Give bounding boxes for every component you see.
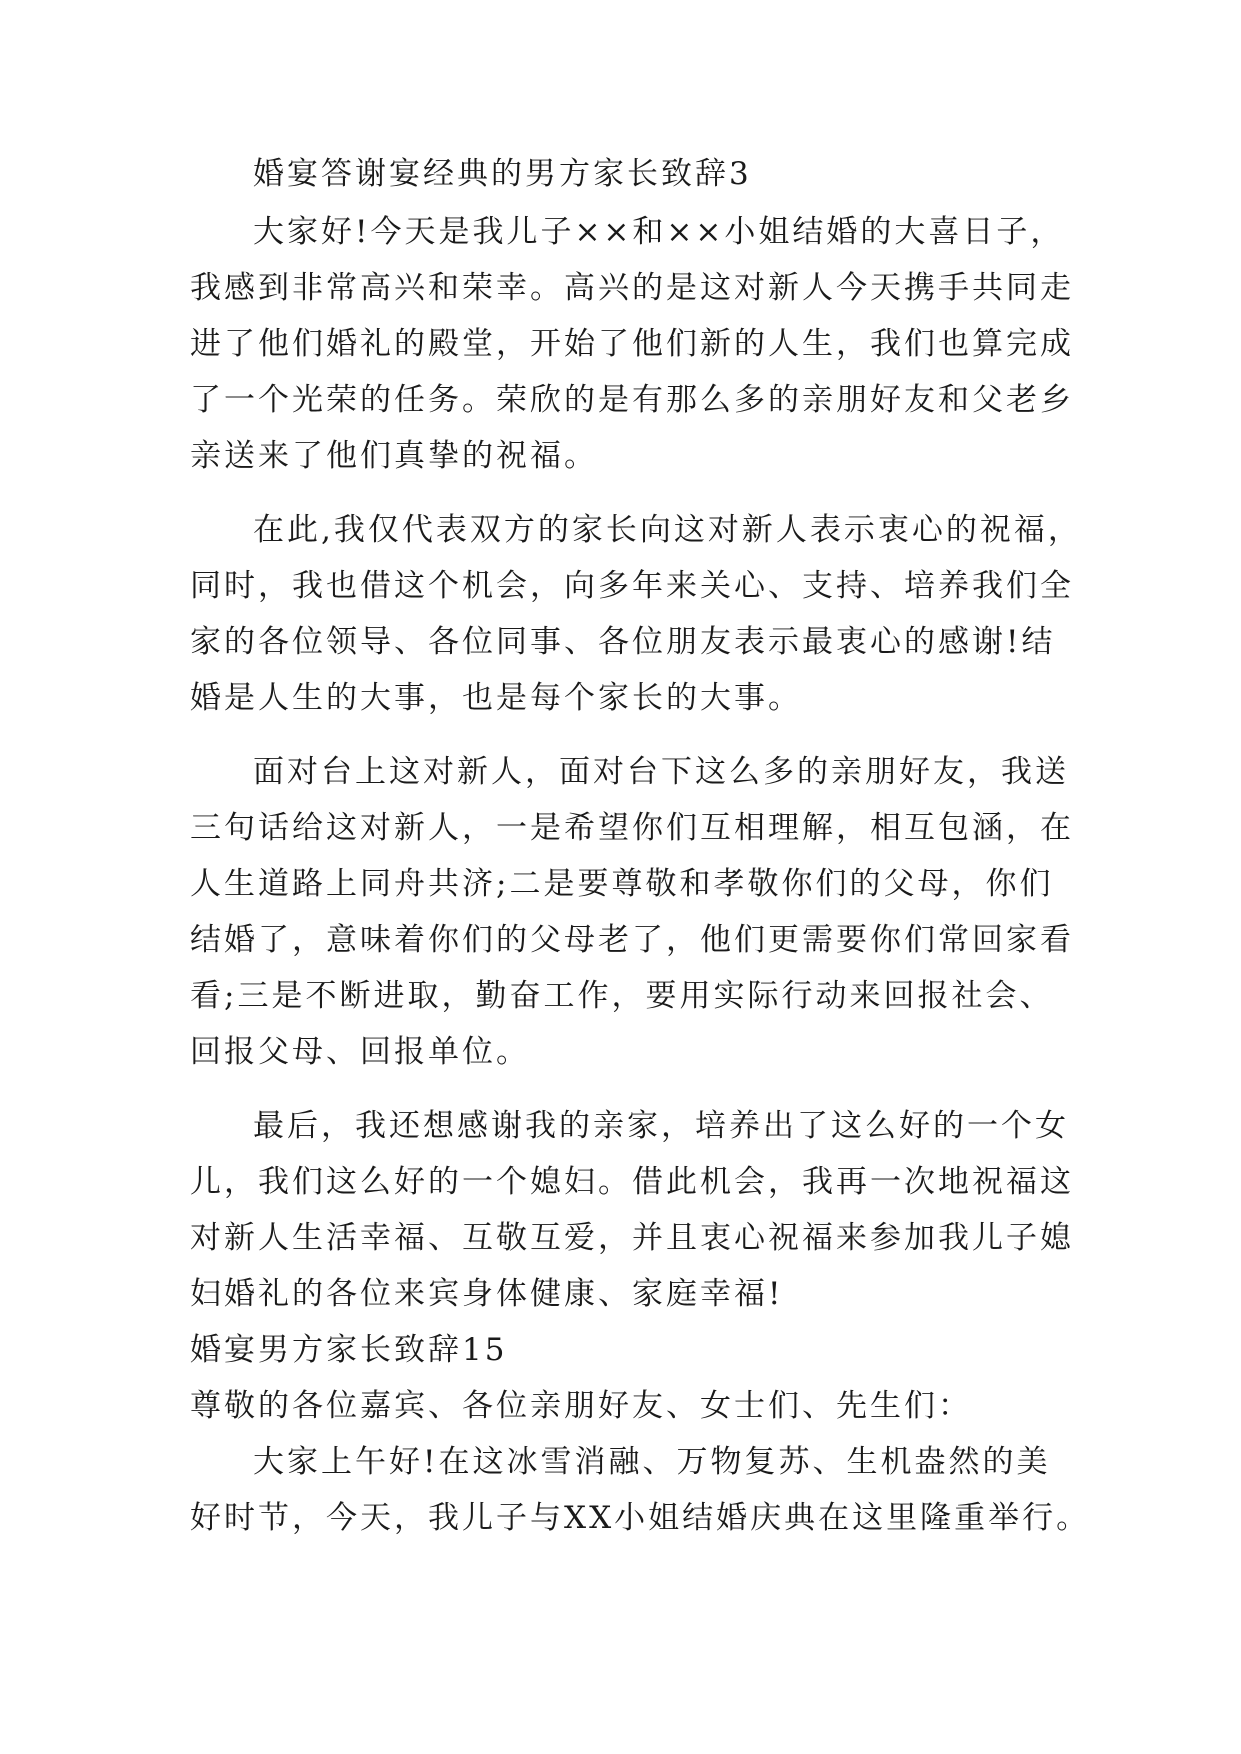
- paragraph-line: 看;三是不断进取，勤奋工作，要用实际行动来回报社会、: [190, 978, 1054, 1014]
- salutation-line: 尊敬的各位嘉宾、各位亲朋好友、女士们、先生们：: [190, 1388, 972, 1424]
- paragraph-line: 儿，我们这么好的一个媳妇。借此机会，我再一次地祝福这: [190, 1164, 1074, 1200]
- paragraph-line: 对新人生活幸福、互敬互爱，并且衷心祝福来参加我儿子媳: [190, 1220, 1074, 1256]
- paragraph-line: 大家好!今天是我儿子××和××小姐结婚的大喜日子，: [253, 214, 1065, 250]
- paragraph-line: 回报父母、回报单位。: [190, 1034, 530, 1070]
- paragraph-line: 在此,我仅代表双方的家长向这对新人表示衷心的祝福，: [253, 512, 1082, 548]
- paragraph-line: 进了他们婚礼的殿堂，开始了他们新的人生，我们也算完成: [190, 326, 1074, 362]
- paragraph-line: 亲送来了他们真挚的祝福。: [190, 438, 598, 474]
- paragraph-line: 最后，我还想感谢我的亲家，培养出了这么好的一个女: [253, 1108, 1069, 1144]
- paragraph-line: 三句话给这对新人，一是希望你们互相理解，相互包涵，在: [190, 810, 1074, 846]
- paragraph-line: 家的各位领导、各位同事、各位朋友表示最衷心的感谢!结: [190, 624, 1056, 660]
- paragraph-line: 好时节，今天，我儿子与XX小姐结婚庆典在这里隆重举行。: [190, 1500, 1091, 1536]
- paragraph-line: 我感到非常高兴和荣幸。高兴的是这对新人今天携手共同走: [190, 270, 1074, 306]
- paragraph-line: 人生道路上同舟共济;二是要尊敬和孝敬你们的父母，你们: [190, 866, 1054, 902]
- paragraph-line: 大家上午好!在这冰雪消融、万物复苏、生机盎然的美: [253, 1444, 1051, 1480]
- paragraph-line: 了一个光荣的任务。荣欣的是有那么多的亲朋好友和父老乡: [190, 382, 1074, 418]
- paragraph-line: 婚是人生的大事，也是每个家长的大事。: [190, 680, 802, 716]
- paragraph-line: 结婚了，意味着你们的父母老了，他们更需要你们常回家看: [190, 922, 1074, 958]
- paragraph-line: 面对台上这对新人，面对台下这么多的亲朋好友，我送: [253, 754, 1069, 790]
- paragraph-line: 同时，我也借这个机会，向多年来关心、支持、培养我们全: [190, 568, 1074, 604]
- paragraph-line: 妇婚礼的各位来宾身体健康、家庭幸福!: [190, 1276, 784, 1312]
- section-title: 婚宴答谢宴经典的男方家长致辞3: [253, 156, 752, 192]
- section-title: 婚宴男方家长致辞15: [190, 1332, 508, 1368]
